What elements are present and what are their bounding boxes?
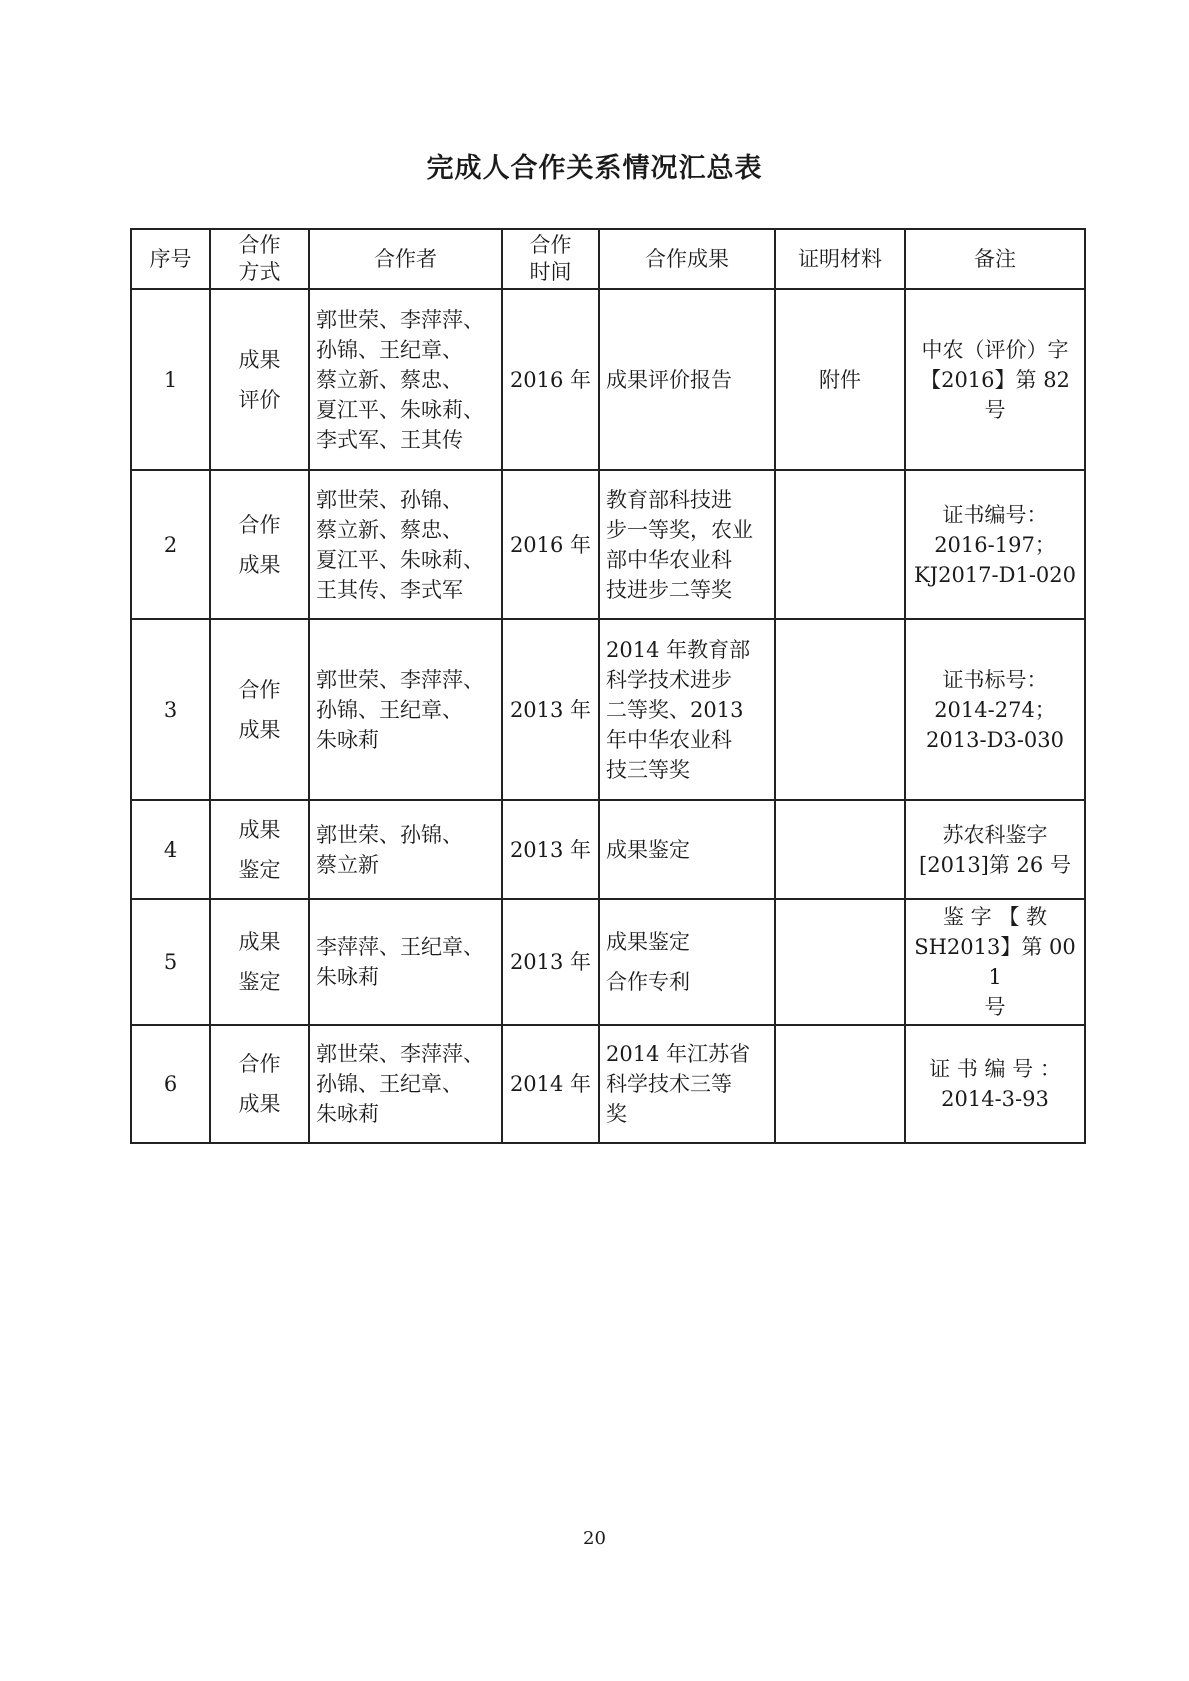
cell-partners-line: 郭世荣、孙锦、 xyxy=(316,487,463,512)
cell-result-line: 技进步二等奖 xyxy=(606,577,732,602)
cell-mode-line: 成果 xyxy=(238,1092,281,1116)
cell-evidence xyxy=(775,470,905,619)
cell-partners-line: 李萍萍、王纪章、 xyxy=(316,935,484,959)
cell-remarks-line: [2013]第 26 号 xyxy=(919,852,1071,877)
header-time-line2: 时间 xyxy=(529,260,572,284)
cell-partners-line: 朱咏莉 xyxy=(316,727,379,752)
cell-partners xyxy=(309,899,502,1025)
cell-result-line: 2014 年教育部 xyxy=(606,637,751,662)
cell-result-line: 科学技术进步 xyxy=(606,667,732,692)
cell-evidence xyxy=(775,800,905,899)
cell-result xyxy=(599,289,775,470)
cell-remarks xyxy=(905,1025,1085,1143)
cell-partners-line: 蔡立新 xyxy=(316,852,379,877)
cell-partners-line: 孙锦、王纪章、 xyxy=(316,337,463,362)
table-row xyxy=(131,800,1085,899)
cell-result xyxy=(599,800,775,899)
cell-remarks-line: 鉴 字 【 教 xyxy=(942,905,1048,929)
cell-time: 2016 年 xyxy=(502,289,599,470)
cell-partners xyxy=(309,289,502,470)
cell-result-line: 技三等奖 xyxy=(606,757,690,782)
table-row xyxy=(131,619,1085,800)
cell-evidence: 附件 xyxy=(775,289,905,470)
cell-remarks-line: 证 书 编 号 ： xyxy=(929,1057,1061,1081)
cell-time: 2016 年 xyxy=(502,470,599,619)
header-time xyxy=(502,229,599,289)
cell-partners-line: 李式军、王其传 xyxy=(316,427,463,452)
cell-remarks-line: 证书编号： xyxy=(942,502,1048,527)
cell-partners xyxy=(309,800,502,899)
table-body xyxy=(131,289,1085,1143)
cell-partners-line: 蔡立新、蔡忠、 xyxy=(316,367,463,392)
cell-mode-line: 成果 xyxy=(238,930,281,954)
cell-partners-line: 夏江平、朱咏莉、 xyxy=(316,547,484,572)
cell-result-line: 2014 年江苏省 xyxy=(606,1042,751,1066)
table-row xyxy=(131,1025,1085,1143)
cell-time: 2013 年 xyxy=(502,619,599,800)
cell-mode xyxy=(210,619,309,800)
cell-mode-line: 合作 xyxy=(238,1052,281,1076)
cell-seq: 4 xyxy=(131,800,210,899)
cell-mode-line: 鉴定 xyxy=(238,970,281,994)
cooperation-summary-table xyxy=(130,228,1086,1144)
cell-mode-line: 成果 xyxy=(238,347,281,372)
cell-remarks xyxy=(905,470,1085,619)
cell-partners-line: 朱咏莉 xyxy=(316,965,379,989)
table-row xyxy=(131,470,1085,619)
cell-remarks-line: 2014-3-93 xyxy=(941,1087,1049,1111)
header-mode-line2: 方式 xyxy=(238,260,281,284)
header-remarks: 备注 xyxy=(905,229,1085,289)
header-seq: 序号 xyxy=(131,229,210,289)
header-mode-line1: 合作 xyxy=(238,233,281,257)
header-result: 合作成果 xyxy=(599,229,775,289)
cell-result-line: 二等奖、2013 xyxy=(606,697,744,722)
cell-seq: 5 xyxy=(131,899,210,1025)
cell-mode-line: 评价 xyxy=(238,387,281,412)
cell-result-line: 成果鉴定 xyxy=(606,837,690,862)
cell-remarks-line: 号 xyxy=(984,995,1006,1019)
cell-evidence xyxy=(775,619,905,800)
cell-time: 2014 年 xyxy=(502,1025,599,1143)
cell-seq: 2 xyxy=(131,470,210,619)
cell-partners-line: 孙锦、王纪章、 xyxy=(316,1072,463,1096)
cell-mode-line: 成果 xyxy=(238,817,281,842)
cell-partners-line: 夏江平、朱咏莉、 xyxy=(316,397,484,422)
cell-remarks xyxy=(905,899,1085,1025)
header-partners: 合作者 xyxy=(309,229,502,289)
cell-evidence xyxy=(775,899,905,1025)
cell-mode-line: 合作 xyxy=(238,512,281,537)
table-row xyxy=(131,899,1085,1025)
cell-remarks-line: 2013-D3-030 xyxy=(926,727,1064,752)
cell-partners xyxy=(309,619,502,800)
cell-mode-line: 成果 xyxy=(238,552,281,577)
cell-partners-line: 王其传、李式军 xyxy=(316,577,463,602)
cell-time: 2013 年 xyxy=(502,800,599,899)
header-evidence: 证明材料 xyxy=(775,229,905,289)
cell-partners xyxy=(309,470,502,619)
cell-remarks-line: 中农（评价）字 xyxy=(921,337,1069,362)
cell-result-line: 奖 xyxy=(606,1102,627,1126)
cell-partners-line: 郭世荣、孙锦、 xyxy=(316,822,463,847)
cell-result-line: 成果评价报告 xyxy=(606,367,732,392)
cell-time: 2013 年 xyxy=(502,899,599,1025)
cell-partners-line: 郭世荣、李萍萍、 xyxy=(316,307,484,332)
cell-evidence xyxy=(775,1025,905,1143)
cell-partners-line: 孙锦、王纪章、 xyxy=(316,697,463,722)
cell-remarks-line: 2014-274； xyxy=(934,697,1056,722)
cell-remarks-line: 2016-197； xyxy=(934,532,1056,557)
page-number: 20 xyxy=(583,1528,606,1549)
cell-result xyxy=(599,899,775,1025)
cell-mode xyxy=(210,1025,309,1143)
cell-result xyxy=(599,619,775,800)
cell-seq: 6 xyxy=(131,1025,210,1143)
table-header-row xyxy=(131,229,1085,289)
cell-result-line: 部中华农业科 xyxy=(606,547,732,572)
header-mode xyxy=(210,229,309,289)
cell-partners xyxy=(309,1025,502,1143)
cell-partners-line: 蔡立新、蔡忠、 xyxy=(316,517,463,542)
cell-result-line: 合作专利 xyxy=(606,970,690,994)
cell-remarks xyxy=(905,289,1085,470)
cell-mode-line: 鉴定 xyxy=(238,857,281,882)
cell-mode-line: 合作 xyxy=(238,677,281,702)
cell-seq: 3 xyxy=(131,619,210,800)
cell-remarks-line: 证书标号： xyxy=(942,667,1048,692)
cell-partners-line: 郭世荣、李萍萍、 xyxy=(316,667,484,692)
cell-remarks-line: KJ2017-D1-020 xyxy=(913,562,1077,587)
cell-seq: 1 xyxy=(131,289,210,470)
cell-result-line: 成果鉴定 xyxy=(606,930,690,954)
cell-mode-line: 成果 xyxy=(238,717,281,742)
cell-result-line: 科学技术三等 xyxy=(606,1072,732,1096)
cell-result-line: 教育部科技进 xyxy=(606,487,732,512)
cell-result-line: 年中华农业科 xyxy=(606,727,732,752)
cell-result xyxy=(599,1025,775,1143)
table-row xyxy=(131,289,1085,470)
cell-partners-line: 郭世荣、李萍萍、 xyxy=(316,1042,484,1066)
cell-remarks-line: 【2016】第 82 xyxy=(920,367,1070,392)
cell-result xyxy=(599,470,775,619)
cell-remarks-line: SH2013】第 001 xyxy=(914,935,1076,989)
header-time-line1: 合作 xyxy=(529,233,572,257)
cell-remarks-line: 号 xyxy=(984,397,1006,422)
document-title: 完成人合作关系情况汇总表 xyxy=(426,153,763,184)
cell-mode xyxy=(210,470,309,619)
cell-mode xyxy=(210,800,309,899)
cell-remarks xyxy=(905,619,1085,800)
cell-mode xyxy=(210,289,309,470)
cell-result-line: 步一等奖，农业 xyxy=(606,517,753,542)
cell-remarks xyxy=(905,800,1085,899)
cell-mode xyxy=(210,899,309,1025)
cell-remarks-line: 苏农科鉴字 xyxy=(942,822,1048,847)
cell-partners-line: 朱咏莉 xyxy=(316,1102,379,1126)
